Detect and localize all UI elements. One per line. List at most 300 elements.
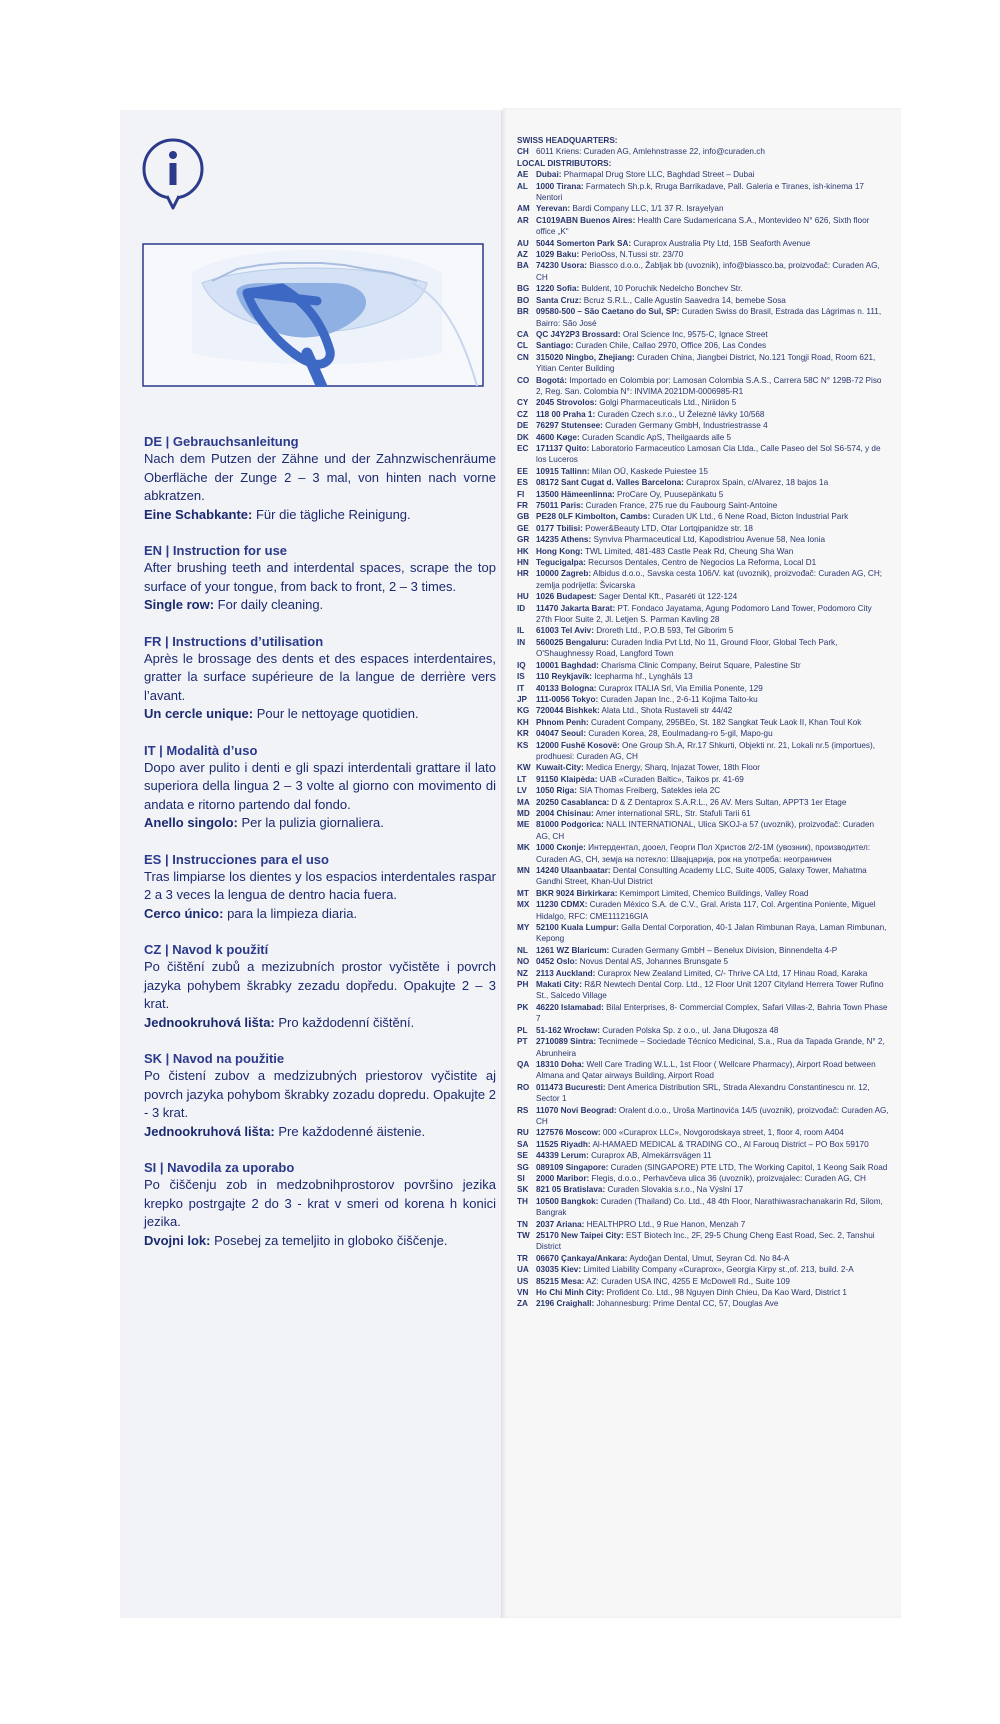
distributor-row xyxy=(517,534,889,545)
distributor-city: 2000 Maribor: xyxy=(536,1173,590,1183)
distributor-city: Tegucigalpa: xyxy=(536,558,586,568)
distributor-city: 11470 Jakarta Barat: xyxy=(536,603,616,613)
distributor-row xyxy=(517,511,889,522)
note-text: Für die tägliche Reinigung. xyxy=(252,506,411,522)
distributor-row xyxy=(517,523,889,534)
distributor-city: 5044 Somerton Park SA: xyxy=(536,238,632,248)
country-code: GB xyxy=(517,512,530,522)
distributor-details: Biassco d.o.o., Žabljak bb (uvoznik), info@biassco.ba, proizvođač: Curaden AG, CH xyxy=(536,261,880,282)
note-text: Pour le nettoyage quotidien. xyxy=(253,706,419,721)
note-lead: Cerco único: xyxy=(144,905,224,921)
section-body: After brushing teeth and interdental spaces, scrape the top surface of your tongue, from back to front, 2 – 3 times. xyxy=(144,560,496,594)
distributor-address xyxy=(536,340,889,351)
section-note xyxy=(144,596,496,615)
distributor-details: Curaden Czech s.r.o., U Železné lávky 10/568 xyxy=(595,409,765,419)
country-code: CN xyxy=(517,352,529,362)
distributor-details: Farmatech Sh.p.k, Rruga Barrikadave, Pall. Galeria e Tiranes, ish-kinema 17 Nentori xyxy=(536,181,864,203)
distributor-city: 11230 CDMX: xyxy=(536,900,588,910)
country-code: IT xyxy=(517,683,525,693)
country-code: AZ xyxy=(517,250,528,260)
distributor-address xyxy=(536,683,889,694)
distributor-row xyxy=(517,1162,889,1173)
note-text: For daily cleaning. xyxy=(214,597,324,612)
section-note xyxy=(144,1014,496,1033)
note-lead: Un cercle unique: xyxy=(144,706,254,721)
distributor-details: Интердентал, дооел, Георги Пол Христов 2/2-1М (увозник), производител: Curaden AG, CH, земја на потекло: Швајцарија, рок на употреба: неограничен xyxy=(536,843,871,864)
distributor-address xyxy=(536,865,889,888)
distributor-address xyxy=(536,466,889,477)
section-note xyxy=(144,814,496,833)
distributor-address xyxy=(536,1173,889,1184)
country-code: PL xyxy=(517,1025,528,1035)
distributor-address xyxy=(536,1025,889,1036)
distributor-details: Curaden (Thailand) Co. Ltd., 48 4th Floor, Narathiwasrachanakarin Rd, Silom, Bangrak xyxy=(536,1196,883,1218)
country-code: ES xyxy=(517,478,528,488)
distributor-details: Bilal Enterprises, 8- Commercial Complex, Safari Villas-2, Bahria Town Phase 7 xyxy=(536,1002,888,1024)
distributor-city: 821 05 Bratislava: xyxy=(536,1185,606,1195)
distributor-address xyxy=(536,375,889,398)
distributor-city: 1220 Sofia: xyxy=(536,284,580,294)
country-code: IQ xyxy=(517,660,526,670)
distributor-details: Laboratorio Farmaceutico Lamosan Cia Ltda., Calle Paseo del Sol S6-574, y de los Luceros xyxy=(536,443,881,465)
distributor-row xyxy=(517,1184,889,1195)
distributor-row xyxy=(517,762,889,773)
distributor-details: One Group Sh.A, Rr.17 Shkurti, Objekti nr. 21, Lokali nr.5 (importues), prodhuesi: Curaden AG, CH xyxy=(536,740,876,761)
distributor-row xyxy=(517,329,889,340)
note-lead: Anello singolo: xyxy=(144,815,238,830)
country-code: PK xyxy=(517,1002,529,1012)
note-text: para la limpieza diaria. xyxy=(223,905,358,921)
country-code: BO xyxy=(517,295,530,305)
distributor-address xyxy=(536,306,889,329)
distributor-row xyxy=(517,443,889,466)
distributor-details: NALL INTERNATIONAL, Ulica SKOJ-a 57 (uvoznik), proizvođač: Curaden AG, CH xyxy=(536,820,875,841)
distributor-city: 20250 Casablanca: xyxy=(536,797,610,807)
distributors-title: LOCAL DISTRIBUTORS: xyxy=(517,158,612,168)
distributor-details: Albidus d.o.o., Savska cesta 106/V. kat (uvoznik), proizvođač: Curaden AG, CH; zemlja podrijetla: Švicarska xyxy=(536,569,883,590)
section-header: EN | Instruction for use xyxy=(144,543,288,558)
distributor-address xyxy=(536,534,889,545)
distributor-details: 000 «Curaprox LLC», Novgorodskaya street, 1, floor 4, room A404 xyxy=(600,1128,844,1138)
instruction-si xyxy=(144,1159,496,1250)
distributor-details: Well Care Trading W.L.L, 1st Floor ( Wellcare Pharmacy), Airport Road between Almana and Qatar airways Building, Airport Road xyxy=(536,1059,876,1081)
distributor-city: Santa Cruz: xyxy=(536,295,582,305)
note-text: Pro každodenní čištění. xyxy=(274,1014,415,1030)
distributor-details: Novus Dental AS, Johannes Brunsgate 5 xyxy=(577,957,729,967)
distributor-row xyxy=(517,842,889,865)
distributor-city: 10001 Baghdad: xyxy=(536,660,599,670)
distributor-details: Power&Beauty LTD, Otar Lortqipanidze str. 18 xyxy=(582,523,753,533)
instruction-es xyxy=(144,851,496,924)
distributor-details: PT. Fondaco Jayatama, Agung Podomoro Land Tower, Podomoro City 27th Floor Suite 2, Jl. Letjen S. Parman Kavling 28 xyxy=(536,603,872,625)
country-code: TN xyxy=(517,1219,528,1229)
note-text: Per la pulizia giornaliera. xyxy=(237,815,384,830)
distributor-address xyxy=(536,260,889,283)
country-code: MN xyxy=(517,866,530,875)
distributor-row xyxy=(517,203,889,214)
distributor-address xyxy=(536,1298,889,1309)
section-note xyxy=(144,1232,496,1251)
distributor-row xyxy=(517,694,889,705)
distributor-address xyxy=(536,500,889,511)
instruction-fr xyxy=(144,633,496,724)
distributor-city: 2004 Chisinau: xyxy=(536,808,594,818)
distributor-city: Ho Chi Minh City: xyxy=(536,1288,605,1298)
country-code: AU xyxy=(517,238,529,248)
distributor-city: 46220 Islamabad: xyxy=(536,1002,604,1012)
country-code: BA xyxy=(517,261,529,271)
country-code: RU xyxy=(517,1128,529,1138)
distributor-city: 40133 Bologna: xyxy=(536,683,597,693)
distributor-rows xyxy=(517,169,889,1310)
country-code: BG xyxy=(517,284,530,294)
distributor-city: Makati City: xyxy=(536,980,582,990)
distributor-address xyxy=(536,511,889,522)
distributor-details: Curaprox AB, Almekärrsvägen 11 xyxy=(588,1151,712,1161)
distributor-row xyxy=(517,1264,889,1275)
distributor-row xyxy=(517,922,889,945)
distributor-city: 1029 Baku: xyxy=(536,250,580,260)
distributor-address xyxy=(536,979,889,1002)
distributor-details: Bardi Company LLC, 1/1 37 R. Israyelyan xyxy=(570,204,724,214)
left-panel xyxy=(120,110,503,1618)
distributor-details: EST Biotech Inc., 2F, 29-5 Chung Cheng East Road, Sec. 2, Tanshui District xyxy=(536,1231,875,1252)
country-code: TH xyxy=(517,1196,528,1206)
distributor-city: Phnom Penh: xyxy=(536,717,589,727)
distributor-city: 52100 Kuala Lumpur: xyxy=(536,923,619,933)
country-code: FI xyxy=(517,489,525,499)
country-code: HN xyxy=(517,558,529,568)
distributor-city: 089109 Singapore: xyxy=(536,1162,609,1172)
distributor-city: 85215 Mesa: xyxy=(536,1276,585,1286)
section-body: Dopo aver pulito i denti e gli spazi interdentali grattare il lato superiora della lingua 2 – 3 volte al giorno con movimento di andata e ritorno partendo dal fondo. xyxy=(144,759,496,812)
country-code: PT xyxy=(517,1037,528,1047)
country-code: SG xyxy=(517,1162,529,1172)
distributor-city: 03035 Kiev: xyxy=(536,1265,582,1275)
distributor-city: 1000 Tirana: xyxy=(536,181,584,191)
distributor-row xyxy=(517,705,889,716)
distributor-city: Yerevan: xyxy=(536,204,571,214)
country-code: HK xyxy=(517,546,529,556)
distributor-city: 720044 Bishkek: xyxy=(536,706,600,716)
distributor-city: 51-162 Wrocław: xyxy=(536,1025,601,1035)
hq-row xyxy=(517,146,889,157)
note-lead: Jednookruhová lišta: xyxy=(144,1014,275,1030)
distributor-address xyxy=(536,523,889,534)
distributor-details: Curaprox New Zealand Limited, C/- Thrive CA Ltd, 17 Hinau Road, Karaka xyxy=(595,968,868,978)
distributor-city: 011473 Bucuresti: xyxy=(536,1082,606,1092)
instruction-en xyxy=(144,542,496,615)
distributor-row xyxy=(517,340,889,351)
distributor-details: Limited Liability Company «Curaprox», Georgia Kirpy st.,of. 213, build. 2-A xyxy=(581,1265,854,1275)
distributor-address xyxy=(536,477,889,488)
distributor-city: 1261 WZ Blaricum: xyxy=(536,945,610,955)
distributor-city: 14235 Athens: xyxy=(536,535,592,545)
distributor-city: 1026 Budapest: xyxy=(536,592,597,602)
distributor-row xyxy=(517,979,889,1002)
distributor-row xyxy=(517,1105,889,1128)
distributor-address xyxy=(536,249,889,260)
distributor-city: 09580-500 – São Caetano do Sul, SP: xyxy=(536,307,680,317)
distributor-city: Kuwait-City: xyxy=(536,763,584,773)
distributor-address xyxy=(536,922,889,945)
distributor-row xyxy=(517,899,889,922)
distributor-details: Curaden Korea, 28, Eoulmadang-ro 5-gil, Mapo-gu xyxy=(586,729,773,739)
note-lead: Eine Schabkante: xyxy=(144,506,253,522)
country-code: KR xyxy=(517,729,529,739)
distributor-row xyxy=(517,865,889,888)
country-code: DK xyxy=(517,432,529,442)
distributor-address xyxy=(536,420,889,431)
distributor-address xyxy=(536,591,889,602)
distributor-row xyxy=(517,249,889,260)
distributor-details: Tecnimede – Sociedade Técnico Medicinal, S.a., Rua da Tapada Grande, N° 2, Abrunheira xyxy=(536,1037,885,1058)
distributor-row xyxy=(517,557,889,568)
country-code: CY xyxy=(517,398,529,408)
distributor-city: QC J4Y2P3 Brossard: xyxy=(536,329,621,339)
distributor-row xyxy=(517,397,889,408)
distributor-details: Oral Science Inc, 9575-C, Ignace Street xyxy=(620,329,768,339)
distributor-city: 91150 Klaipėda: xyxy=(536,774,598,784)
distributor-details: Milan OÜ, Kaskede Puiestee 15 xyxy=(589,466,708,476)
distributor-row xyxy=(517,295,889,306)
distributor-city: 10500 Bangkok: xyxy=(536,1196,599,1206)
distributor-row xyxy=(517,420,889,431)
distributor-row xyxy=(517,968,889,979)
country-code: ME xyxy=(517,820,530,830)
instruction-leaflet xyxy=(120,110,900,1618)
distributor-row xyxy=(517,591,889,602)
distributor-row xyxy=(517,1002,889,1025)
distributor-address xyxy=(536,637,889,660)
country-code: HU xyxy=(517,592,529,602)
distributor-row xyxy=(517,1173,889,1184)
country-code: MA xyxy=(517,797,530,807)
country-code: UA xyxy=(517,1265,529,1275)
distributor-details: Curaprox Australia Pty Ltd, 15B Seaforth Avenue xyxy=(631,238,811,248)
section-body: Po čištění zubů a mezizubních prostor vyčistěte i povrch jazyka pohybem škrabky zezadu dopředu. Opakujte 2 – 3 krat. xyxy=(144,959,496,1011)
distributor-address xyxy=(536,625,889,636)
distributor-city: Bogotá: xyxy=(536,375,567,385)
country-code: SK xyxy=(517,1185,529,1195)
distributor-address xyxy=(536,329,889,340)
distributor-row xyxy=(517,945,889,956)
distributor-row xyxy=(517,888,889,899)
distributor-address xyxy=(536,1196,889,1219)
distributor-address xyxy=(536,1082,889,1105)
distributor-row xyxy=(517,489,889,500)
section-body: Nach dem Putzen der Zähne und der Zahnzwischenräume Oberfläche der Zunge 2 – 3 mal, von hinten nach vorne abkratzen. xyxy=(144,451,496,503)
distributor-city: 560025 Bengaluru: xyxy=(536,637,609,647)
distributor-details: Dent America Distribution SRL, Strada Alexandru Constantinescu nr. 12, Sector 1 xyxy=(536,1082,870,1104)
distributor-row xyxy=(517,215,889,238)
distributor-city: 2037 Ariana: xyxy=(536,1219,585,1229)
distributor-details: Kemimport Limited, Chemico Buildings, Valley Road xyxy=(617,888,809,898)
distributor-details: Al-HAMAED MEDICAL & TRADING CO., Al Farouq District – PO Box 59170 xyxy=(590,1139,869,1149)
distributor-details: HEALTHPRO Ltd., 9 Rue Hanon, Menzah 7 xyxy=(584,1219,746,1229)
instructions xyxy=(144,433,496,1268)
section-body: Po čiščenju zob in medzobnihprostorov površino jezika krepko postrgajte 2 do 3 - krat v smeri od korena h konici jezika. xyxy=(144,1177,496,1229)
section-header: CZ | Navod k použití xyxy=(144,942,269,957)
country-code: TR xyxy=(517,1253,528,1263)
distributor-row xyxy=(517,1196,889,1219)
country-code: ID xyxy=(517,603,526,613)
distributor-address xyxy=(536,238,889,249)
distributor-address xyxy=(536,956,889,967)
distributor-address xyxy=(536,1162,889,1173)
distributor-city: 76297 Stutensee: xyxy=(536,421,603,431)
distributor-row xyxy=(517,797,889,808)
distributor-details: SIA Thomas Freiberg, Satekles iela 2C xyxy=(576,786,721,796)
country-code: JP xyxy=(517,694,528,704)
distributor-address xyxy=(536,842,889,865)
distributor-details: Oralent d.o.o., Uroša Martinovića 14/5 (uvoznik), proizvođač: Curaden AG, CH xyxy=(536,1105,889,1126)
info-icon xyxy=(140,138,206,218)
instruction-de xyxy=(144,433,496,524)
country-code: EC xyxy=(517,443,529,453)
distributor-details: Charisma Clinic Company, Beirut Square, Palestine Str xyxy=(598,660,801,670)
distributor-row xyxy=(517,1025,889,1036)
distributor-details: Health Care Sudamericana S.A., Montevideo N° 626, Sixth floor office „K“ xyxy=(536,215,870,237)
distributor-address xyxy=(536,1105,889,1128)
distributor-city: 4600 Køge: xyxy=(536,432,580,442)
distributor-details: Curaden Chile, Callao 2970, Office 206, Las Condes xyxy=(573,341,767,351)
distributor-row xyxy=(517,1287,889,1298)
distributor-address xyxy=(536,409,889,420)
section-header: ES | Instrucciones para el uso xyxy=(144,851,329,867)
distributor-row xyxy=(517,774,889,785)
distributor-city: 75011 Paris: xyxy=(536,501,584,510)
country-code: AM xyxy=(517,204,530,214)
distributor-city: Hong Kong: xyxy=(536,546,583,556)
distributor-city: 14240 Ulaanbaatar: xyxy=(536,866,611,875)
country-code: RS xyxy=(517,1105,529,1115)
section-note xyxy=(144,705,496,724)
instruction-sk xyxy=(144,1050,496,1141)
distributor-address xyxy=(536,432,889,443)
distributor-details: Curaden Japan Inc., 2-6-11 Kojima Taito-ku xyxy=(598,694,758,704)
distributor-city: 61003 Tel Aviv: xyxy=(536,626,594,636)
distributor-address xyxy=(536,762,889,773)
country-code: KS xyxy=(517,740,529,750)
distributor-city: 127576 Moscow: xyxy=(536,1128,601,1138)
distributor-city: 0177 Tbilisi: xyxy=(536,523,583,533)
distributor-address xyxy=(536,295,889,306)
distributor-details: Synviva Pharmaceutical Ltd, Kapodistriou Avenue 58, Nea Ionia xyxy=(591,535,826,545)
distributor-city: 11525 Riyadh: xyxy=(536,1139,591,1149)
country-code: IN xyxy=(517,637,526,647)
country-code: MY xyxy=(517,923,530,933)
country-code: MX xyxy=(517,900,530,910)
distributor-address xyxy=(536,397,889,408)
distributor-details: Curaden Germany GmbH – Benelux Division, Binnendelta 4-P xyxy=(609,945,838,955)
distributor-city: 10915 Tallinn: xyxy=(536,466,590,476)
distributor-details: Curaden France, 275 rue du Faubourg Saint-Antoine xyxy=(583,501,778,510)
distributor-details: PerioOss, N.Tussi str. 23/70 xyxy=(579,250,684,260)
distributor-address xyxy=(536,1230,889,1253)
distributor-row xyxy=(517,477,889,488)
instruction-cz xyxy=(144,941,496,1032)
distributor-city: 1050 Riga: xyxy=(536,786,577,796)
distributor-row xyxy=(517,740,889,763)
country-code: AE xyxy=(517,170,529,180)
distributor-city: 171137 Quito: xyxy=(536,443,590,453)
distributor-city: Dubai: xyxy=(536,170,562,180)
distributor-city: 2045 Strovolos: xyxy=(536,398,597,408)
distributor-city: 04047 Seoul: xyxy=(536,729,587,739)
distributor-details: Sager Dental Kft., Pasaréti út 122-124 xyxy=(596,592,738,602)
distributor-details: UAB «Curaden Baltic», Taikos pr. 41-69 xyxy=(597,774,744,784)
note-lead: Dvojni lok: xyxy=(144,1232,211,1248)
distributor-address xyxy=(536,705,889,716)
distributor-row xyxy=(517,409,889,420)
section-header: IT | Modalità d’uso xyxy=(144,742,258,758)
distributor-details: Curaden Slovakia s.r.o., Na Výslní 17 xyxy=(605,1185,744,1195)
country-code: DE xyxy=(517,421,529,431)
distributor-address xyxy=(536,740,889,763)
distributor-details: Icepharma hf., Lynghäls 13 xyxy=(592,672,693,682)
distributor-row xyxy=(517,671,889,682)
distributor-row xyxy=(517,637,889,660)
distributor-city: 25170 New Taipei City: xyxy=(536,1231,624,1240)
distributor-address xyxy=(536,899,889,922)
distributor-details: Pharmapal Drug Store LLC, Baghdad Street – Dubai xyxy=(561,170,755,180)
distributor-details: Curaden China, Jiangbei District, No.121 Tongji Road, Room 621, Yitian Center Building xyxy=(536,352,876,374)
distributor-row xyxy=(517,1219,889,1230)
distributor-details: Bcruz S.R.L., Calle Agustin Saavedra 14, bemebe Sosa xyxy=(581,295,786,305)
distributor-address xyxy=(536,1150,889,1161)
distributor-details: Curaden Swiss do Brasil, Estrada das Lágrimas n. 111, Bairro: São José xyxy=(536,307,882,328)
distributor-row xyxy=(517,728,889,739)
country-code: SI xyxy=(517,1173,525,1183)
distributor-city: 2113 Auckland: xyxy=(536,968,596,978)
country-code: ZA xyxy=(517,1299,528,1309)
distributor-details: Curadent Company, 295BEo, St. 182 Sangkat Teuk Laok II, Khan Toul Kok xyxy=(588,717,862,727)
distributor-details: Buldent, 10 Poruchik Nedelcho Bonchev Str. xyxy=(579,284,743,294)
country-code: MT xyxy=(517,888,529,898)
distributor-city: 2196 Craighall: xyxy=(536,1299,595,1309)
distributor-row xyxy=(517,819,889,842)
distributor-details: Curaden India Pvt Ltd, No 11, Ground Floor, Global Tech Park, O'Shaughnessy Road, Langford Town xyxy=(536,637,838,659)
country-code: TW xyxy=(517,1231,530,1240)
distributor-details: Curaprox ITALIA Srl, Via Emilia Ponente, 129 xyxy=(596,683,763,693)
section-note xyxy=(144,905,496,924)
distributor-details: Amer international SRL, Str. Stafuli Tarii 61 xyxy=(593,808,751,818)
country-code: US xyxy=(517,1276,529,1286)
country-code: MD xyxy=(517,808,530,818)
distributor-row xyxy=(517,683,889,694)
section-header: SK | Navod na použitie xyxy=(144,1051,285,1066)
country-code: KH xyxy=(517,717,529,727)
distributor-address xyxy=(536,1139,889,1150)
distributor-details: Recursos Dentales, Centro de Negocios La Reforma, Local D1 xyxy=(585,558,817,568)
distributor-city: 1000 Скопје: xyxy=(536,843,586,853)
distributor-city: 2710089 Sintra: xyxy=(536,1037,597,1047)
distributor-row xyxy=(517,283,889,294)
distributor-city: 44339 Lerum: xyxy=(536,1151,589,1161)
distributor-address xyxy=(536,352,889,375)
distributor-city: 12000 Fushë Kosovë: xyxy=(536,740,620,750)
country-code: LT xyxy=(517,774,527,784)
country-code: QA xyxy=(517,1059,530,1069)
section-header: FR | Instructions d’utilisation xyxy=(144,633,324,649)
country-code: KG xyxy=(517,706,530,716)
distributor-row xyxy=(517,1059,889,1082)
distributor-address xyxy=(536,797,889,808)
country-code: CA xyxy=(517,329,529,339)
distributor-city: 06670 Çankaya/Ankara: xyxy=(536,1253,628,1263)
distributor-details: R&R Newtech Dental Corp. Ltd., 12 Floor Unit 1207 Cityland Herrera Tower Rufino St., Salcedo Village xyxy=(536,980,884,1001)
